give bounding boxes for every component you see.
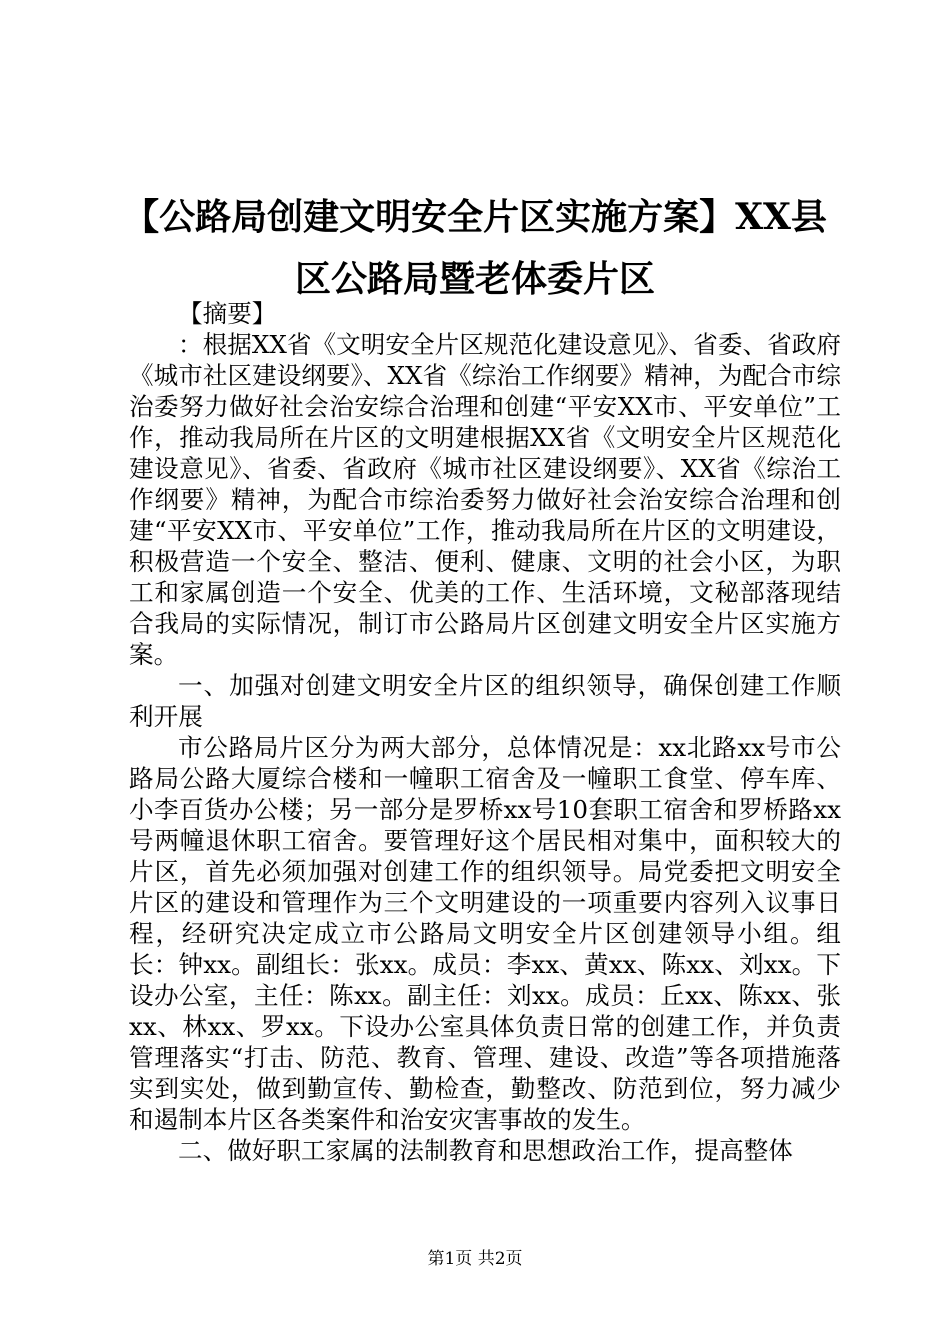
section-heading-1: 一、加强对创建文明安全片区的组织领导，确保创建工作顺利开展 [129, 671, 841, 731]
document-title: 【公路局创建文明安全片区实施方案】XX县区公路局暨老体委片区 [123, 196, 827, 300]
section-heading-2: 二、做好职工家属的法制教育和思想政治工作，提高整体 [178, 1136, 793, 1165]
document-body [129, 298, 841, 1166]
abstract-paragraph: ：根据XX省《文明安全片区规范化建设意见》、省委、省政府《城市社区建设纲要》、XX省《综治工作纲要》精神，为配合市综治委努力做好社会治安综合治理和创建“平安XX市、平安单位”工作，推动我局所在片区的文明建根据XX省《文明安全片区规范化建设意见》、省委、省政府《城市社区建设纲要》、XX省《综治工作纲要》精神，为配合市综治委努力做好社会治安综合治理和创建“平安XX市、平安单位”工作，推动我局所在片区的文明建设，积极营造一个安全、整洁、便利、健康、文明的社会小区，为职工和家属创造一个安全、优美的工作、生活环境，文秘部落现结合我局的实际情况，制订市公路局片区创建文明安全片区实施方案。 [129, 330, 841, 669]
body-paragraph: 市公路局片区分为两大部分，总体情况是：xx北路xx号市公路局公路大厦综合楼和一幢职工宿舍及一幢职工食堂、停车库、小李百货办公楼；另一部分是罗桥xx号10套职工宿舍和罗桥路xx号两幢退休职工宿舍。要管理好这个居民相对集中，面积较大的片区，首先必须加强对创建工作的组织领导。局党委把文明安全片区的建设和管理作为三个文明建设的一项重要内容列入议事日程，经研究决定成立市公路局文明安全片区创建领导小组。组长：钟xx。副组长：张xx。成员：李xx、黄xx、陈xx、刘xx。下设办公室，主任：陈xx。副主任：刘xx。成员：丘xx、陈xx、张xx、林xx、罗xx。下设办公室具体负责日常的创建工作，并负责管理落实“打击、防范、教育、管理、建设、改造”等各项措施落实到实处，做到勤宣传、勤检查，勤整改、防范到位，努力减少和遏制本片区各类案件和治安灾害事故的发生。 [129, 733, 841, 1134]
page-number-footer: 第1页 共2页 [427, 1249, 523, 1269]
abstract-label: 【摘要】 [178, 299, 277, 328]
